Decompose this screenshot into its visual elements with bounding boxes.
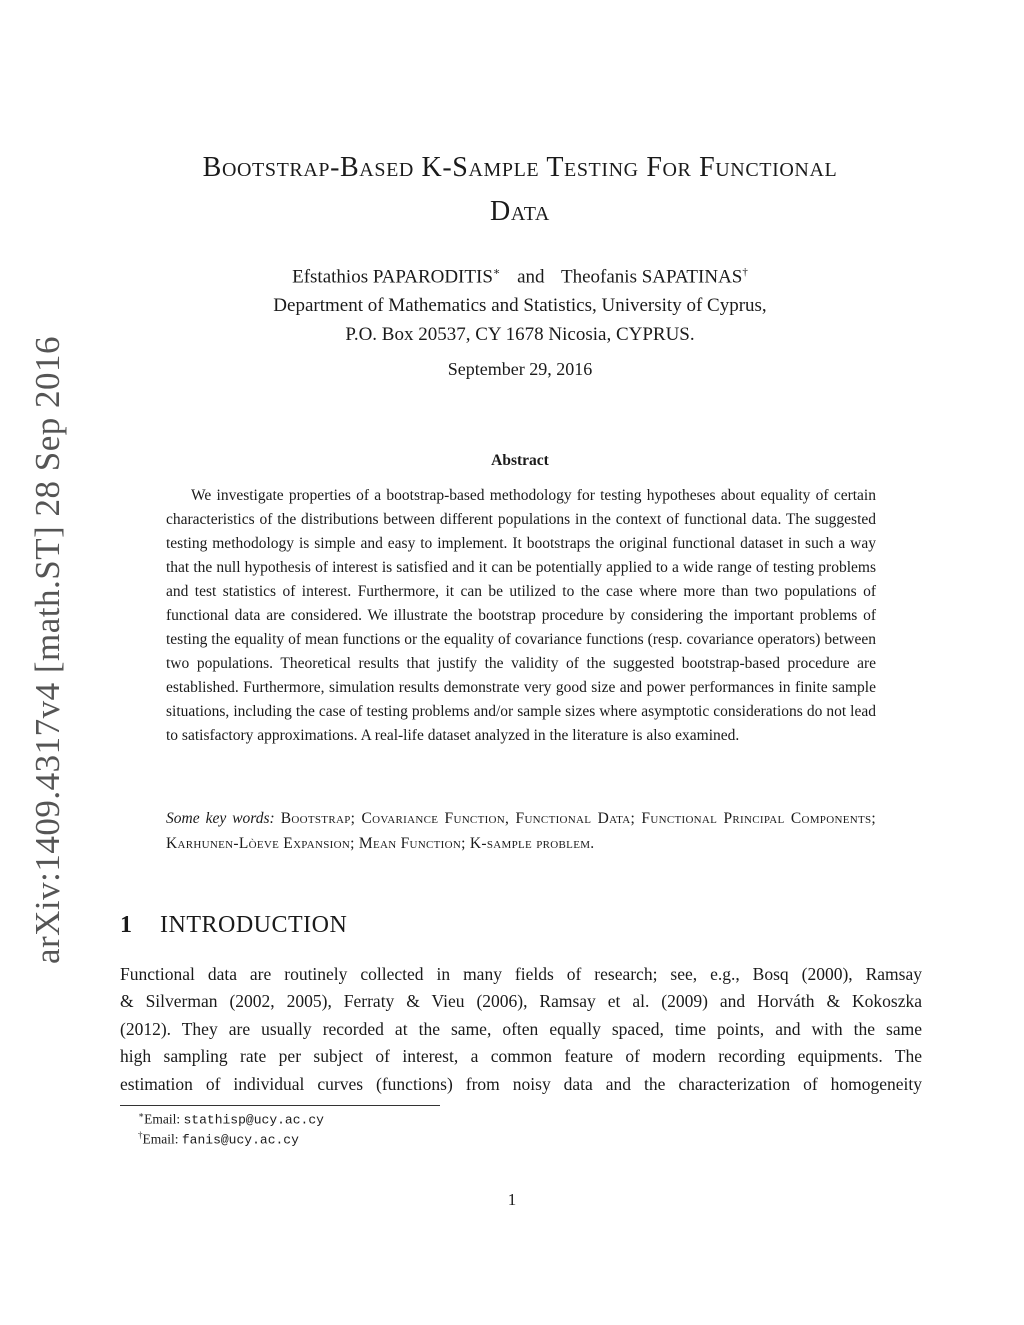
author-connector: and <box>517 266 545 288</box>
footnote-2-label: Email: <box>142 1131 179 1147</box>
keywords-list: Bootstrap; Covariance Function, Functional Data; Functional Principal Components; Karhunen-Lòeve Expansion; Mean Function; K-sample problem. <box>166 810 877 852</box>
footnote-1 <box>138 1110 324 1128</box>
author-2-footnote-mark: † <box>742 266 748 278</box>
footnote-1-label: Email: <box>144 1111 181 1127</box>
affiliation-line-2: P.O. Box 20537, CY 1678 Nicosia, CYPRUS. <box>345 324 695 346</box>
footnote-2 <box>138 1130 299 1148</box>
body-line: high sampling rate per subject of interest, a common feature of modern recording equipments. The <box>120 1046 922 1067</box>
abstract-text: We investigate properties of a bootstrap-based methodology for testing hypotheses about equality of certain characteristics of the distributions between different populations in the context of functional data. The suggested testing methodology is simple and easy to implement. It bootstraps the original functional dataset in such a way that the null hypothesis of interest is satisfied and it can be potentially applied to a wide range of testing problems and test statistics of interest. Furthermore, it can be utilized to the case where more than two populations of functional data are considered. We illustrate the bootstrap procedure by considering the important problems of testing the equality of mean functions or the equality of covariance functions (resp. covariance operators) between two populations. Theoretical results that justify the validity of the suggested bootstrap-based procedure are established. Furthermore, simulation results demonstrate very good size and power performances in finite sample situations, including the case of testing problems and/or sample sizes where asymptotic considerations do not lead to satisfactory approximations. A real-life dataset analyzed in the literature is also examined. <box>166 487 876 744</box>
arxiv-identifier: arXiv:1409.4317v4 [math.ST] 28 Sep 2016 <box>28 335 67 965</box>
author-1-name: Efstathios PAPARODITIS <box>292 266 493 288</box>
section-number: 1 <box>120 912 133 938</box>
author-block <box>110 258 930 349</box>
title-line-2: Data <box>490 196 550 227</box>
body-line: & Silverman (2002, 2005), Ferraty & Vieu (2006), Ramsay et al. (2009) and Horváth & Kokoszka <box>120 991 922 1012</box>
footnote-divider <box>120 1105 440 1106</box>
author-names <box>110 258 930 291</box>
introduction-paragraph <box>120 961 922 1098</box>
title-line-1: Bootstrap-Based K-Sample Testing For Functional <box>202 152 838 183</box>
affiliation-line-1: Department of Mathematics and Statistics, University of Cyprus, <box>273 295 767 317</box>
author-2-name: Theofanis SAPATINAS <box>560 266 743 288</box>
body-line: (2012). They are usually recorded at the same, often equally spaced, time points, and with the same <box>120 1018 922 1039</box>
author-1-footnote-mark: ∗ <box>492 266 501 278</box>
body-line: estimation of individual curves (functions) from noisy data and the characterization of homogeneity <box>120 1073 922 1094</box>
body-line: Functional data are routinely collected in many fields of research; see, e.g., Bosq (2000), Ramsay <box>120 964 922 984</box>
footnote-2-email: fanis@ucy.ac.cy <box>181 1132 299 1148</box>
section-title: INTRODUCTION <box>160 912 348 938</box>
keywords <box>166 807 876 856</box>
page-number: 1 <box>507 1190 517 1209</box>
footnote-2-mark: † <box>138 1130 143 1140</box>
abstract-heading: Abstract <box>491 452 549 469</box>
footnote-1-mark: ∗ <box>138 1110 145 1120</box>
footnote-1-email: stathisp@ucy.ac.cy <box>183 1112 324 1128</box>
keywords-label: Some key words: <box>166 810 275 827</box>
publication-date: September 29, 2016 <box>447 359 593 379</box>
section-heading <box>120 912 347 939</box>
paper-title <box>110 146 930 234</box>
